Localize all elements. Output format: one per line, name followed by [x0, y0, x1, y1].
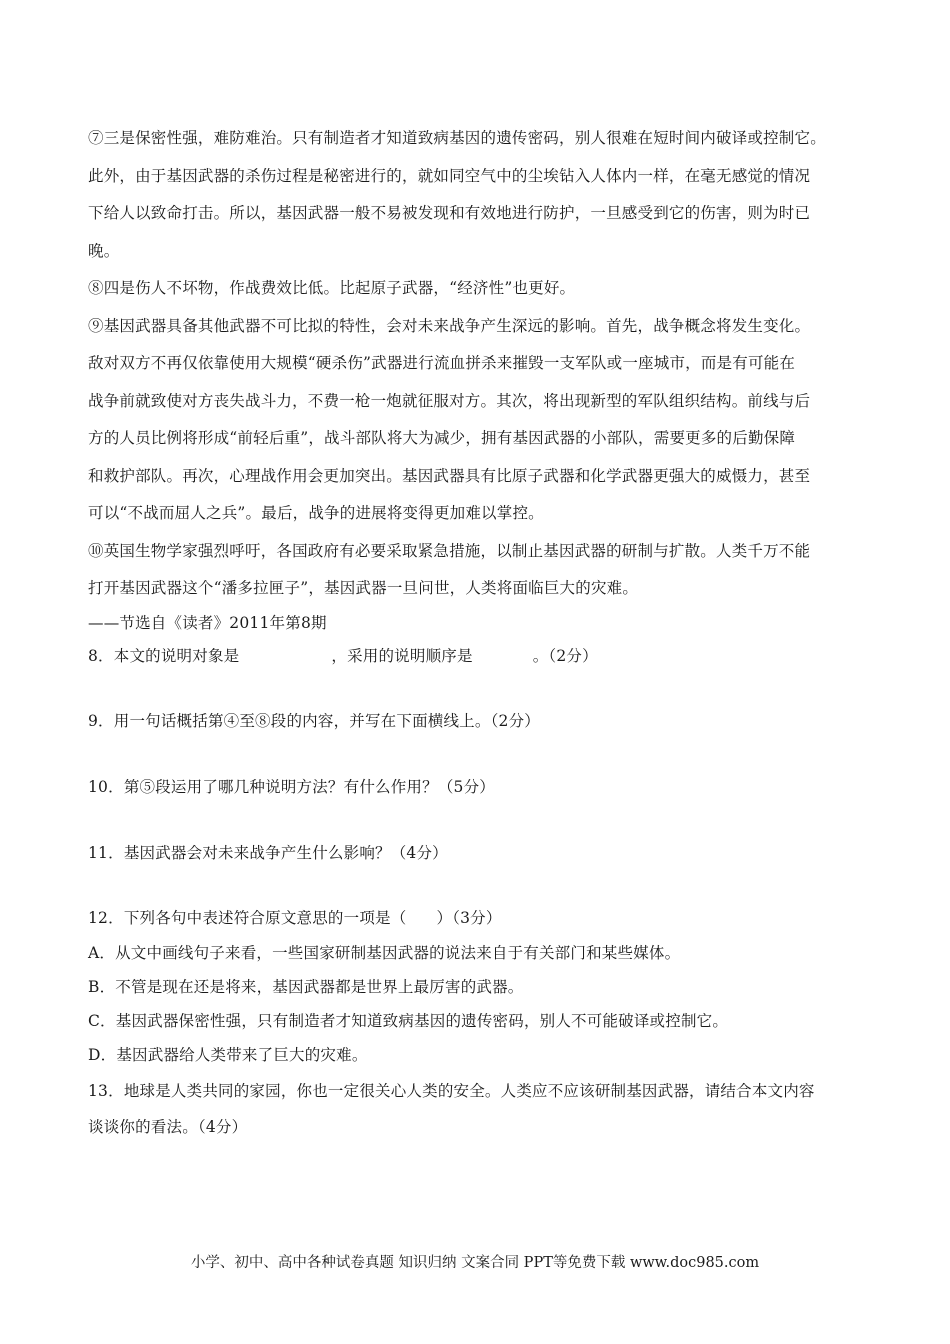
- paragraph-9: [88, 308, 868, 533]
- paragraph-7-line-2: 此外，由于基因武器的杀伤过程是秘密进行的，就如同空气中的尘埃钻入人体内一样，在毫无感觉的情况: [88, 166, 811, 185]
- option-d: D．基因武器给人类带来了巨大的灾难。: [88, 1045, 368, 1064]
- paragraph-7-line-4: 晚。: [88, 241, 120, 260]
- source-citation: ——节选自《读者》2011年第8期: [88, 613, 327, 632]
- question-8: [88, 638, 868, 674]
- paragraph-9-line-3: 战争前就致使对方丧失战斗力，不费一枪一炮就征服对方。其次，将出现新型的军队组织结构。前线与后: [88, 391, 811, 410]
- paragraph-10: [88, 533, 868, 608]
- question-8-text-2: ，采用的说明顺序是: [331, 646, 473, 665]
- paragraph-9-line-2: 敌对双方不再仅依靠使用大规模“硬杀伤”武器进行流血拼杀来摧毁一支军队或一座城市，而是有可能在: [88, 354, 796, 372]
- option-a: A．从文中画线句子来看，一些国家研制基因武器的说法来自于有关部门和某些媒体。: [88, 943, 681, 962]
- paragraph-9-line-1: ⑨基因武器具备其他武器不可比拟的特性，会对未来战争产生深远的影响。首先，战争概念将发生变化。: [88, 316, 811, 335]
- question-8-text-1: 8．本文的说明对象是: [88, 646, 240, 665]
- paragraph-8-line-1: ⑧四是伤人不坏物，作战费效比低。比起原子武器，“经济性”也更好。: [88, 279, 576, 297]
- paragraph-10-line-2: 打开基因武器这个“潘多拉匣子”，基因武器一旦问世，人类将面临巨大的灾难。: [88, 579, 639, 597]
- question-8-text-3: 。（2分）: [532, 646, 598, 665]
- option-c: C．基因武器保密性强，只有制造者才知道致病基因的遗传密码，别人不可能破译或控制它。: [88, 1011, 729, 1030]
- paragraph-7-line-1: ⑦三是保密性强，难防难治。只有制造者才知道致病基因的遗传密码，别人很难在短时间内破译或控制它。: [88, 129, 826, 147]
- question-13: [88, 1072, 868, 1144]
- question-12: [88, 900, 868, 936]
- paragraph-9-line-5: 和救护部队。再次，心理战作用会更加突出。基因武器具有比原子武器和化学武器更强大的威慑力，甚至: [88, 466, 811, 485]
- question-10: 10．第⑤段运用了哪几种说明方法？有什么作用？（5分）: [88, 777, 495, 796]
- paragraph-9-line-4: 方的人员比例将形成“前轻后重”，战斗部队将大为减少，拥有基因武器的小部队，需要更多的后勤保障: [88, 429, 796, 447]
- paragraph-7-line-3: 下给人以致命打击。所以，基因武器一般不易被发现和有效地进行防护，一旦感受到它的伤害，则为时已: [88, 204, 811, 222]
- document-body: [88, 120, 868, 1144]
- question-9: 9．用一句话概括第④至⑧段的内容，并写在下面横线上。（2分）: [88, 711, 540, 730]
- option-b: B．不管是现在还是将来，基因武器都是世界上最厉害的武器。: [88, 977, 524, 996]
- footer-text: 小学、初中、高中各种试卷真题 知识归纳 文案合同 PPT等免费下载 www.doc985.com: [190, 1255, 760, 1271]
- question-12-text-1: 12．下列各句中表述符合原文意思的一项是（: [88, 908, 407, 927]
- question-11: 11．基因武器会对未来战争产生什么影响？（4分）: [88, 843, 448, 862]
- question-13-line-2: 谈谈你的看法。（4分）: [88, 1117, 248, 1136]
- paragraph-8: [88, 270, 868, 308]
- paragraph-10-line-1: ⑩英国生物学家强烈呼吁，各国政府有必要采取紧急措施，以制止基因武器的研制与扩散。人类千万不能: [88, 541, 811, 560]
- question-13-line-1: 13．地球是人类共同的家园，你也一定很关心人类的安全。人类应不应该研制基因武器，请结合本文内容: [88, 1081, 815, 1100]
- question-12-text-2: ）（3分）: [436, 908, 502, 927]
- paragraph-7: [88, 120, 868, 270]
- paragraph-9-line-6: 可以“不战而屈人之兵”。最后，战争的进展将变得更加难以掌控。: [88, 504, 544, 522]
